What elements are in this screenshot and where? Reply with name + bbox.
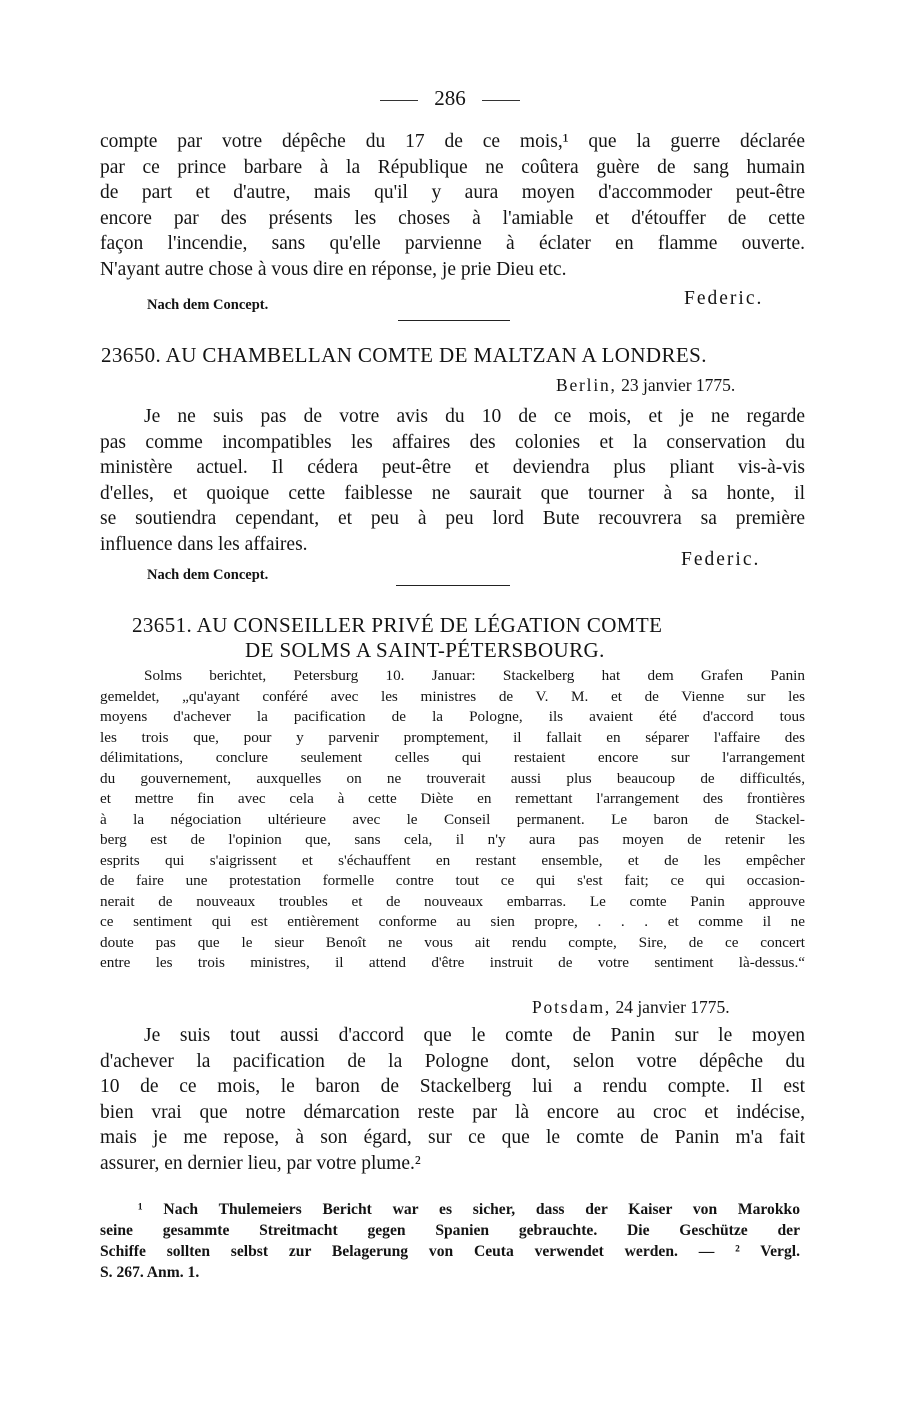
text-line: ce sentiment qui est entièrement conforme au sien propre, . . . et comme il ne — [100, 913, 805, 930]
letter-date — [532, 997, 730, 1018]
source-note: Nach dem Concept. — [147, 567, 269, 583]
text-line: mais je me repose, à son égard, sur ce que le comte de Panin m'a fait — [100, 1127, 805, 1149]
date-place: Berlin, — [556, 375, 617, 395]
footnotes — [100, 1199, 800, 1283]
text-line: berg est de l'opinion que, sans cela, il n'y aura pas moyen de retenir les — [100, 831, 805, 848]
text-line: de faire une protestation formelle contre tout ce qui s'est fait; ce qui occasion- — [100, 872, 805, 889]
text-line: pas comme incompatibles les affaires des colonies et la conservation du — [100, 431, 805, 453]
text-line: délimitations, conclure seulement celles qui restaient encore sur l'arrangement — [100, 749, 805, 766]
letter-body — [100, 1023, 805, 1177]
text-line: Solms berichtet, Petersburg 10. Januar: Stackelberg hat dem Grafen Panin — [144, 667, 805, 684]
text-line: les trois que, pour y parvenir promptement, il fallait en séparer l'affaire des — [100, 728, 805, 746]
footnote-line: Schiffe sollten selbst zur Belagerung von Ceuta verwendet werden. — ² Vergl. — [100, 1243, 800, 1260]
text-line: doute pas que le sieur Benoît ne vous ait rendu compte, Sire, de ce concert — [100, 933, 805, 951]
text-line: 10 de ce mois, le baron de Stackelberg lui a rendu compte. Il est — [100, 1076, 805, 1098]
text-line: se soutiendra cependant, et peu à peu lord Bute recouvrera sa première — [100, 508, 805, 530]
source-note: Nach dem Concept. — [147, 297, 269, 313]
letter-heading: 23651. AU CONSEILLER PRIVÉ DE LÉGATION COMTE — [132, 613, 663, 637]
text-line: esprits qui s'aigrissent et s'échauffent en restant ensemble, et de les empêcher — [100, 851, 805, 869]
date-value: 23 janvier 1775. — [621, 375, 736, 395]
signature: Federic. — [684, 288, 764, 309]
letter-date — [556, 375, 735, 396]
letter-body — [100, 404, 805, 558]
text-line: et mettre fin avec cela à cette Diète en remettant l'arrangement des frontières — [100, 790, 805, 807]
text-line: compte par votre dépêche du 17 de ce mois,¹ que la guerre déclarée — [100, 131, 805, 152]
report-summary — [100, 666, 805, 974]
text-line: ministère actuel. Il cédera peut-être et deviendra plus pliant vis-à-vis — [100, 457, 805, 479]
header-dash-left — [380, 100, 418, 101]
text-line: à la négociation ultérieure avec le Conseil permanent. Le baron de Stackel- — [100, 810, 805, 828]
text-line: assurer, en dernier lieu, par votre plume.² — [100, 1152, 421, 1174]
text-line: de part et d'autre, mais qu'il y aura moyen d'accommoder peut-être — [100, 182, 805, 204]
date-place: Potsdam, — [532, 997, 612, 1017]
text-line: par ce prince barbare à la République ne coûtera guère de sang humain — [100, 156, 805, 178]
section-rule — [398, 320, 510, 321]
text-line: entre les trois ministres, il attend d'être instruit de votre sentiment là-dessus.“ — [100, 954, 805, 971]
text-line: encore par des présents les choses à l'amiable et d'étouffer de cette — [100, 207, 805, 229]
text-line: nerait de nouveaux troubles et de nouveaux embarras. Le comte Panin approuve — [100, 892, 805, 910]
footnote-line: ¹ Nach Thulemeiers Bericht war es sicher, dass der Kaiser von Marokko — [138, 1201, 800, 1218]
page-number: 286 — [434, 86, 466, 110]
header-dash-right — [482, 100, 520, 101]
continuation-paragraph — [100, 129, 805, 283]
page-header — [0, 86, 900, 111]
letter-heading: 23650. AU CHAMBELLAN COMTE DE MALTZAN A LONDRES. — [101, 343, 707, 367]
signature: Federic. — [681, 549, 761, 570]
text-line: N'ayant autre chose à vous dire en réponse, je prie Dieu etc. — [100, 258, 567, 280]
text-line: gemeldet, „qu'ayant conféré avec les ministres de V. M. et de Vienne sur les — [100, 687, 805, 705]
text-line: influence dans les affaires. — [100, 533, 308, 555]
text-line: bien vrai que notre démarcation reste par là encore au croc et indécise, — [100, 1101, 805, 1123]
footnote-line: seine gesammte Streitmacht gegen Spanien gebrauchte. Die Geschütze der — [100, 1222, 800, 1239]
text-line: façon l'incendie, sans qu'elle parvienne à éclater en flamme ouverte. — [100, 233, 805, 255]
letter-heading-line2: DE SOLMS A SAINT-PÉTERSBOURG. — [245, 638, 605, 662]
date-value: 24 janvier 1775. — [615, 997, 730, 1017]
text-line: du gouvernement, auxquelles on ne trouverait aussi plus beaucoup de difficultés, — [100, 769, 805, 787]
text-line: d'achever la pacification de la Pologne dont, selon votre dépêche du — [100, 1050, 805, 1072]
text-line: moyens d'achever la pacification de la Pologne, ils avaient été d'accord tous — [100, 708, 805, 725]
text-line: d'elles, et quoique cette faiblesse ne saurait que tourner à sa honte, il — [100, 482, 805, 504]
footnote-line: S. 267. Anm. 1. — [100, 1264, 200, 1281]
text-line: Je suis tout aussi d'accord que le comte de Panin sur le moyen — [144, 1025, 805, 1046]
section-rule — [396, 585, 510, 586]
text-line: Je ne suis pas de votre avis du 10 de ce mois, et je ne regarde — [144, 406, 805, 427]
